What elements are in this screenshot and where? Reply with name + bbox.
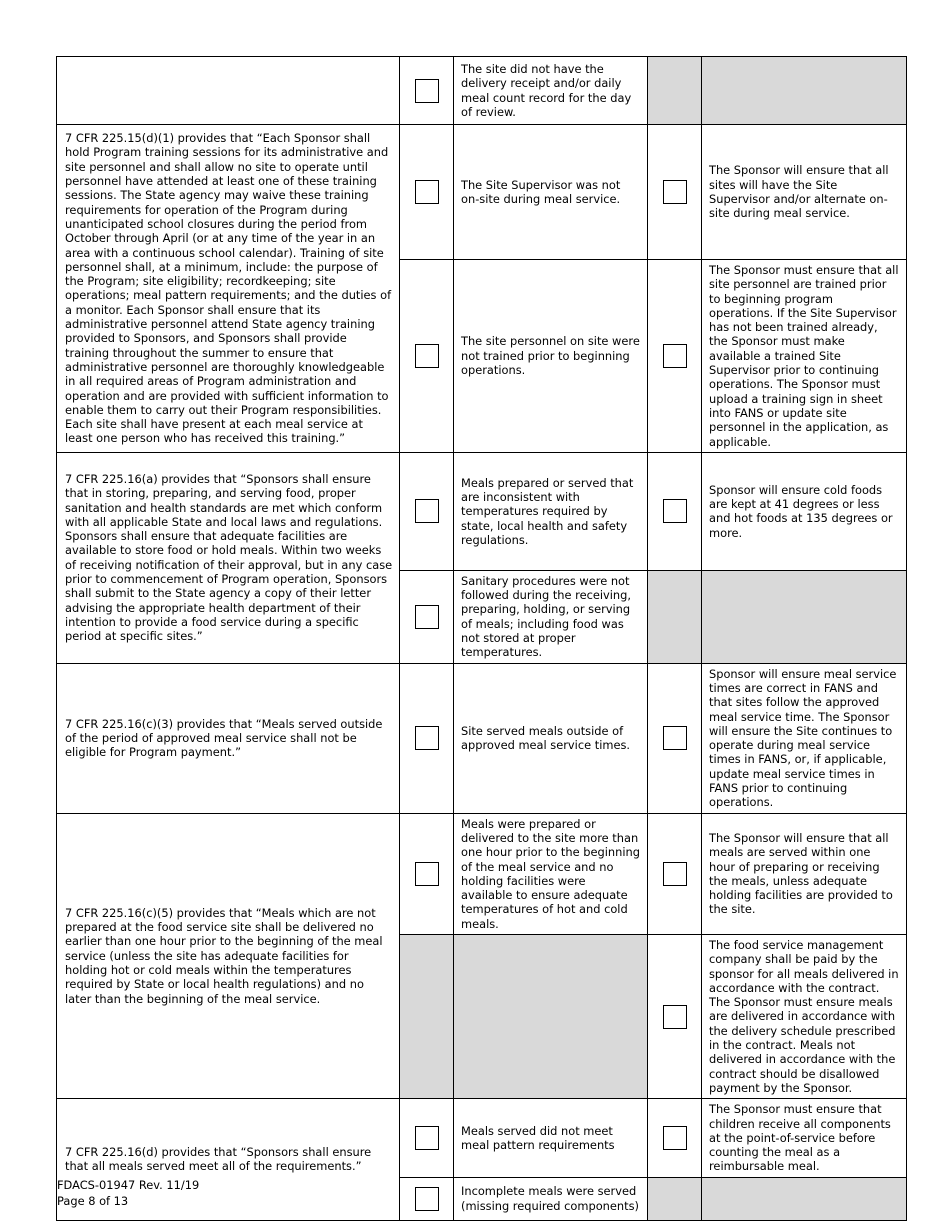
action-checkbox[interactable] — [663, 1126, 687, 1150]
finding-checkbox[interactable] — [415, 1187, 439, 1211]
action-checkbox[interactable] — [663, 862, 687, 886]
finding-text: Meals were prepared or delivered to the site more than one hour prior to the beginning of the meal service and no holding facilities were available to ensure adequate temperatures of hot and cold meals. — [454, 813, 648, 934]
finding-text: Incomplete meals were served (missing required components) — [454, 1177, 648, 1220]
shaded-cell — [702, 1177, 907, 1220]
regulation-text: 7 CFR 225.16(c)(5) provides that “Meals which are not prepared at the food service site shall be delivered no earlier than one hour prior to the beginning of the meal service (unless the site has adequate facilities for holding hot or cold meals within the temperatures required by State or local health regulations) and no later than the beginning of the meal service. — [57, 813, 400, 1099]
finding-text: The site did not have the delivery receipt and/or daily meal count record for the day of review. — [454, 57, 648, 125]
regulation-text: 7 CFR 225.16(a) provides that “Sponsors shall ensure that in storing, preparing, and serving food, proper sanitation and health standards are met which conform with all applicable State and local laws and regulations. Sponsors shall ensure that adequate facilities are available to store food or hold meals. Within two weeks of receiving notification of their approval, but in any case prior to commencement of Program operation, Sponsors shall submit to the State agency a copy of their letter advising the appropriate health department of their intention to provide a food service during a specific period at specific sites.” — [57, 452, 400, 663]
regulation-text: 7 CFR 225.16(c)(3) provides that “Meals served outside of the period of approved meal service shall not be eligible for Program payment.” — [57, 663, 400, 813]
shaded-cell — [400, 934, 454, 1098]
finding-text: The Site Supervisor was not on-site during meal service. — [454, 125, 648, 260]
shaded-cell — [702, 57, 907, 125]
table-row — [57, 813, 907, 934]
shaded-cell — [648, 1177, 702, 1220]
table-row — [57, 452, 907, 570]
corrective-action-text: The Sponsor must ensure that children receive all components at the point-of-service before counting the meal as a reimbursable meal. — [702, 1099, 907, 1177]
shaded-cell — [702, 570, 907, 663]
finding-text: Meals prepared or served that are inconsistent with temperatures required by state, local health and safety regulations. — [454, 452, 648, 570]
corrective-action-text: Sponsor will ensure meal service times are correct in FANS and that sites follow the approved meal service time. The Sponsor will ensure the Site continues to operate during meal service times in FANS, or, if applicable, update meal service times in FANS prior to continuing operations. — [702, 663, 907, 813]
finding-checkbox[interactable] — [415, 499, 439, 523]
action-checkbox[interactable] — [663, 499, 687, 523]
corrective-action-text: Sponsor will ensure cold foods are kept at 41 degrees or less and hot foods at 135 degrees or more. — [702, 452, 907, 570]
action-checkbox[interactable] — [663, 344, 687, 368]
corrective-action-text: The Sponsor will ensure that all sites will have the Site Supervisor and/or alternate on-site during meal service. — [702, 125, 907, 260]
finding-text: The site personnel on site were not trained prior to beginning operations. — [454, 260, 648, 453]
finding-checkbox[interactable] — [415, 180, 439, 204]
regulation-text: 7 CFR 225.15(d)(1) provides that “Each Sponsor shall hold Program training sessions for its administrative and site personnel and shall allow no site to operate until personnel have attended at least one of these training sessions. The State agency may waive these training requirements for operation of the Program during unanticipated school closures during the period from October through April (or at any time of the year in an area with a continuous school calendar). Training of site personnel shall, at a minimum, include: the purpose of the Program; site eligibility; recordkeeping; site operations; meal pattern requirements; and the duties of a monitor. Each Sponsor shall ensure that its administrative personnel attend State agency training provided to Sponsors, and Sponsors shall provide training throughout the summer to ensure that administrative personnel are thoroughly knowledgeable in all required areas of Program administration and operation and are provided with sufficient information to enable them to carry out their Program responsibilities. Each site shall have present at each meal service at least one person who has received this training.” — [57, 125, 400, 453]
table-row — [57, 125, 907, 260]
action-checkbox[interactable] — [663, 1005, 687, 1029]
page-number: Page 8 of 13 — [57, 1194, 129, 1208]
regulation-cell — [57, 57, 400, 125]
corrective-action-text: The Sponsor will ensure that all meals are served within one hour of preparing or receiving the meals, unless adequate holding facilities are provided to the site. — [702, 813, 907, 934]
table-row — [57, 663, 907, 813]
finding-text: Meals served did not meet meal pattern requirements — [454, 1099, 648, 1177]
finding-checkbox[interactable] — [415, 862, 439, 886]
finding-checkbox[interactable] — [415, 605, 439, 629]
shaded-cell — [648, 57, 702, 125]
form-number: FDACS-01947 Rev. 11/19 — [57, 1178, 200, 1192]
table-row — [57, 57, 907, 125]
finding-checkbox[interactable] — [415, 726, 439, 750]
regulation-text: 7 CFR 225.16(d) provides that “Sponsors shall ensure that all meals served meet all of the requirements.” — [57, 1099, 400, 1220]
corrective-action-text: The Sponsor must ensure that all site personnel are trained prior to beginning program operations. If the Site Supervisor has not been trained already, the Sponsor must make available a trained Site Supervisor prior to continuing operations. The Sponsor must upload a training sign in sheet into FANS or update site personnel in the application, as applicable. — [702, 260, 907, 453]
table-row — [57, 1099, 907, 1177]
page-footer — [57, 1177, 199, 1209]
findings-table — [56, 56, 907, 1221]
action-checkbox[interactable] — [663, 180, 687, 204]
shaded-cell — [648, 570, 702, 663]
finding-text: Sanitary procedures were not followed during the receiving, preparing, holding, or serving of meals; including food was not stored at proper temperatures. — [454, 570, 648, 663]
corrective-action-text: The food service management company shall be paid by the sponsor for all meals delivered in accordance with the contract. The Sponsor must ensure meals are delivered in accordance with the delivery schedule prescribed in the contract. Meals not delivered in accordance with the contract should be disallowed payment by the Sponsor. — [702, 934, 907, 1098]
finding-checkbox[interactable] — [415, 1126, 439, 1150]
action-checkbox[interactable] — [663, 726, 687, 750]
shaded-cell — [454, 934, 648, 1098]
finding-checkbox[interactable] — [415, 79, 439, 103]
finding-text: Site served meals outside of approved meal service times. — [454, 663, 648, 813]
finding-checkbox[interactable] — [415, 344, 439, 368]
